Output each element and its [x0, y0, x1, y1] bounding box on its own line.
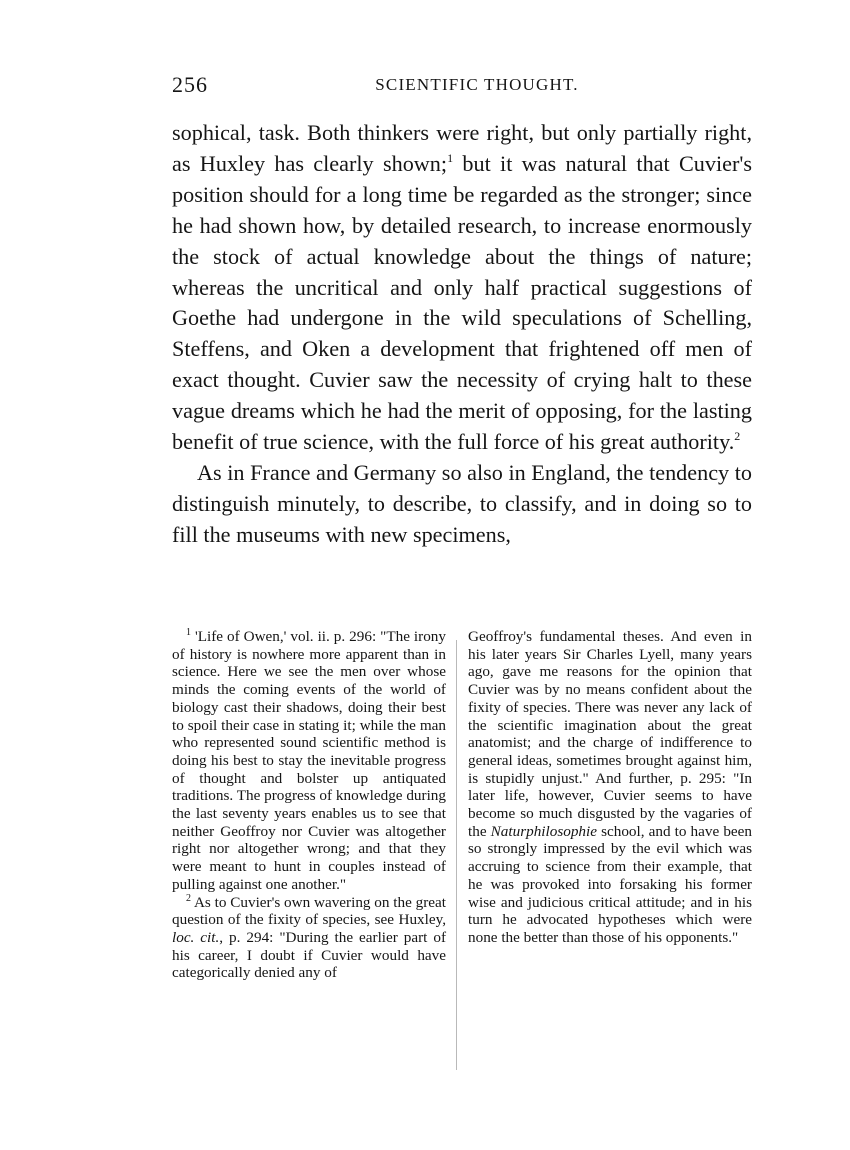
running-head: SCIENTIFIC THOUGHT.: [375, 75, 579, 94]
footnote-2-naturphilosophie: Naturphilosophie: [490, 822, 597, 840]
footnote-1: [172, 628, 446, 894]
paragraph-1: [172, 118, 752, 458]
footnote-2-text-a: As to Cuvier's own wavering on the great question of the fixity of species, see Huxley,: [172, 893, 446, 929]
footnote-2-mark: 2: [186, 892, 191, 904]
page-header: [172, 72, 752, 102]
paragraph-1-text-a: sophical, task. Both thinkers were right, but only partially right, as Huxley has clearly shown;: [172, 120, 752, 176]
footnotes: [172, 628, 752, 1078]
footnote-1-text: 'Life of Owen,' vol. ii. p. 296: "The irony of history is nowhere more apparent than in science. Here we see the men over whose minds the coming events of the world of biology cast their shadows, doing their best to spoil their case in stating it; while the man who represented sound scientific method is doing his best to stay the inevitable progress of thought and bolster up antiquated traditions. The progress of knowledge during the last seventy years enables us to see that neither Geoffroy nor Cuvier was altogether right nor altogether wrong; and that they were meant to hunt in couples instead of pulling against one another.": [172, 628, 446, 893]
paragraph-1-text-b: but it was natural that Cuvier's position should for a long time be regarded as the stronger; since he had shown how, by detailed research, to increase enormously the stock of actual knowledge about the things of nature; whereas the uncritical and only half practical suggestions of Goethe had undergone in the wild speculations of Schelling, Steffens, and Oken a development that frightened off men of exact thought. Cuvier saw the necessity of crying halt to these vague dreams which he had the merit of opposing, for the lasting benefit of true science, with the full force of his great authority.: [172, 150, 753, 455]
footnote-2-cont-text-b: school, and to have been so strongly impressed by the evil which was accruing to science from their example, that he was provoked into forsaking his former wise and judicious critical attitude; and in his turn he advocated hypotheses which were none the better than those of his opponents.": [468, 822, 752, 946]
footnote-2-loc-cit: loc. cit.: [172, 928, 220, 946]
footnote-ref-2: 2: [734, 429, 741, 444]
footnote-2-continued: [468, 628, 752, 947]
footnote-2-text-b: , p. 294: "During the earlier part of his career, I doubt if Cuvier would have categorically denied any of: [172, 928, 447, 982]
column-divider: [456, 640, 457, 1070]
footnote-column-left: [172, 628, 446, 982]
footnote-2: [172, 894, 446, 983]
footnote-ref-1: 1: [447, 150, 454, 165]
footnote-1-mark: 1: [186, 627, 191, 638]
main-text: [172, 118, 752, 551]
paragraph-2: As in France and Germany so also in England, the tendency to distinguish minutely, to describe, to classify, and in doing so to fill the museums with new specimens,: [172, 459, 752, 547]
page-number: 256: [172, 72, 208, 97]
footnote-2-cont-text-a: Geoffroy's fundamental theses. And even in his later years Sir Charles Lyell, many years ago, gave me reasons for the opinion that Cuvier was by no means confident about the fixity of species. There was never any lack of the scientific imagination about the great anatomist; and the charge of indifference to general ideas, sometimes brought against him, is stupidly unjust." And further, p. 295: "In later life, however, Cuvier seems to have become so much disgusted by the vagaries of the: [468, 628, 752, 840]
footnote-column-right: [468, 628, 752, 947]
